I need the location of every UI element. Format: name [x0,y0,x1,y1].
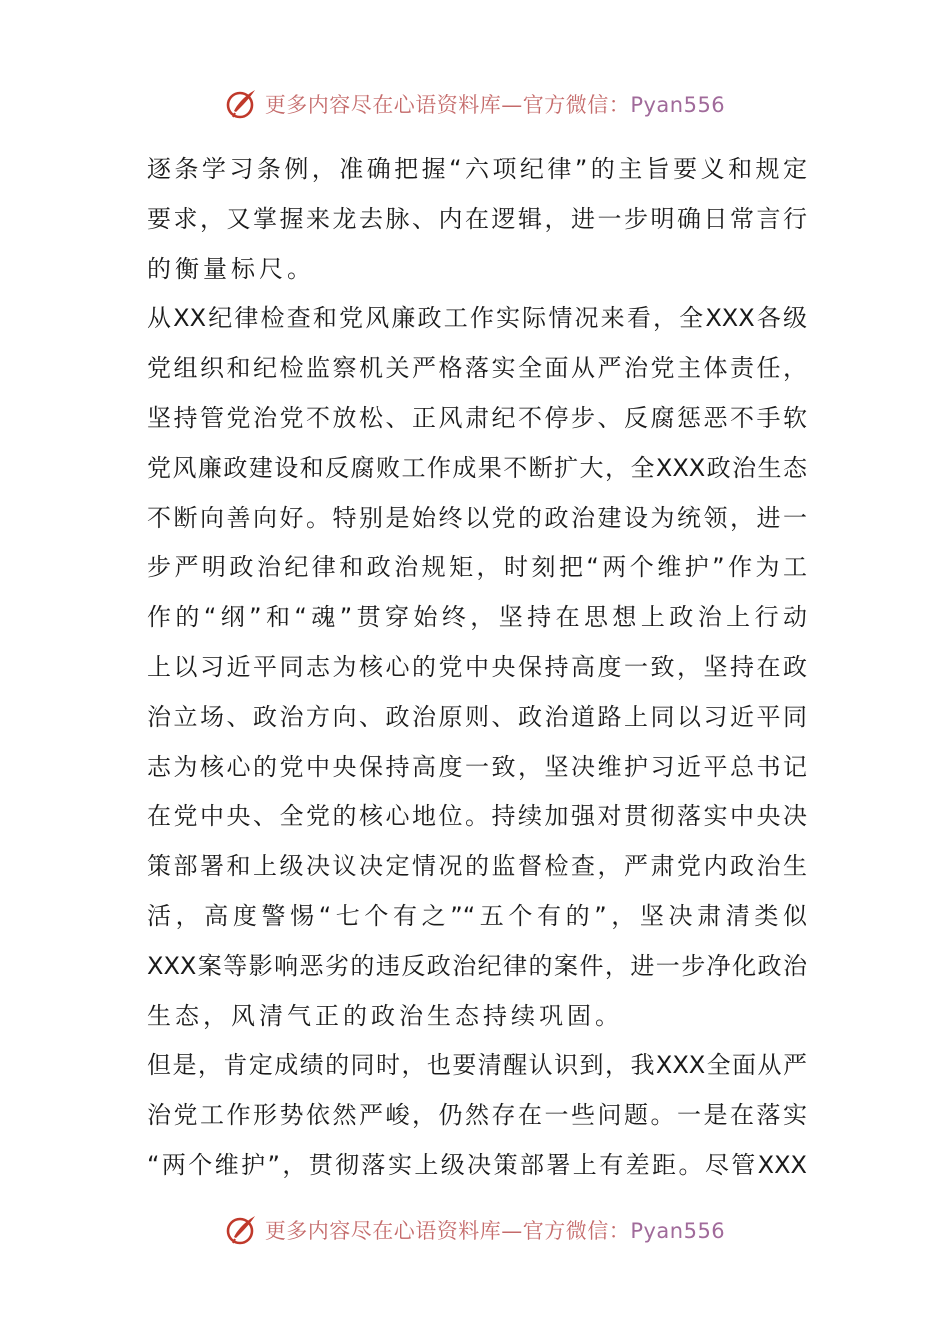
footer-banner-text [265,1215,725,1245]
text-line: 治立场、政治方向、政治原则、政治道路上同以习近平同 [147,702,807,731]
text-line: 但是，肯定成绩的同时，也要清醒认识到，我XXX全面从严 [147,1051,807,1080]
text-line: “两个维护”，贯彻落实上级决策部署上有差距。尽管XXX [147,1150,807,1179]
text-line: 策部署和上级决议决定情况的监督检查，严肃党内政治生 [147,852,807,881]
text-line: 治党工作形势依然严峻，仍然存在一些问题。一是在落实 [147,1101,807,1130]
text-line: 不断向善向好。特别是始终以党的政治建设为统领，进一 [147,503,807,532]
text-line: 从XX纪律检查和党风廉政工作实际情况来看，全XXX各级 [147,304,807,333]
quill-seal-logo-icon [225,87,259,121]
text-line: 在党中央、全党的核心地位。持续加强对贯彻落实中央决 [147,802,807,831]
document-body [147,145,807,1191]
header-banner-label: 更多内容尽在心语资料库—官方微信： [264,93,631,117]
quill-seal-logo-icon [225,1213,259,1247]
text-line: 活，高度警惕“七个有之”“五个有的”，坚决肃清类似 [147,901,807,930]
footer-wechat-id: Pyan556 [630,1219,726,1243]
footer-banner-label: 更多内容尽在心语资料库—官方微信： [264,1219,631,1243]
text-line: 坚持管党治党不放松、正风肃纪不停步、反腐惩恶不手软 [147,403,807,432]
text-line: 党组织和纪检监察机关严格落实全面从严治党主体责任， [147,354,807,383]
paragraph-2 [147,294,807,1041]
paragraph-3 [147,1041,807,1190]
text-line: 党风廉政建设和反腐败工作成果不断扩大，全XXX政治生态 [147,453,807,482]
header-banner-text [265,89,725,119]
text-line: 生态，风清气正的政治生态持续巩固。 [147,1001,623,1030]
header-banner [0,84,950,124]
text-line: 的衡量标尺。 [147,254,315,283]
text-line: 逐条学习条例，准确把握“六项纪律”的主旨要义和规定 [147,155,807,183]
text-line: 作的“纲”和“魂”贯穿始终，坚持在思想上政治上行动 [147,603,807,632]
text-line: XXX案等影响恶劣的违反政治纪律的案件，进一步净化政治 [147,951,807,980]
text-line: 上以习近平同志为核心的党中央保持高度一致，坚持在政 [147,652,807,681]
text-line: 步严明政治纪律和政治规矩，时刻把“两个维护”作为工 [147,553,807,582]
text-line: 要求，又掌握来龙去脉、内在逻辑，进一步明确日常言行 [147,204,807,233]
text-line: 志为核心的党中央保持高度一致，坚决维护习近平总书记 [147,752,807,781]
paragraph-1 [147,145,807,294]
header-wechat-id: Pyan556 [630,93,726,117]
footer-banner [0,1210,950,1250]
